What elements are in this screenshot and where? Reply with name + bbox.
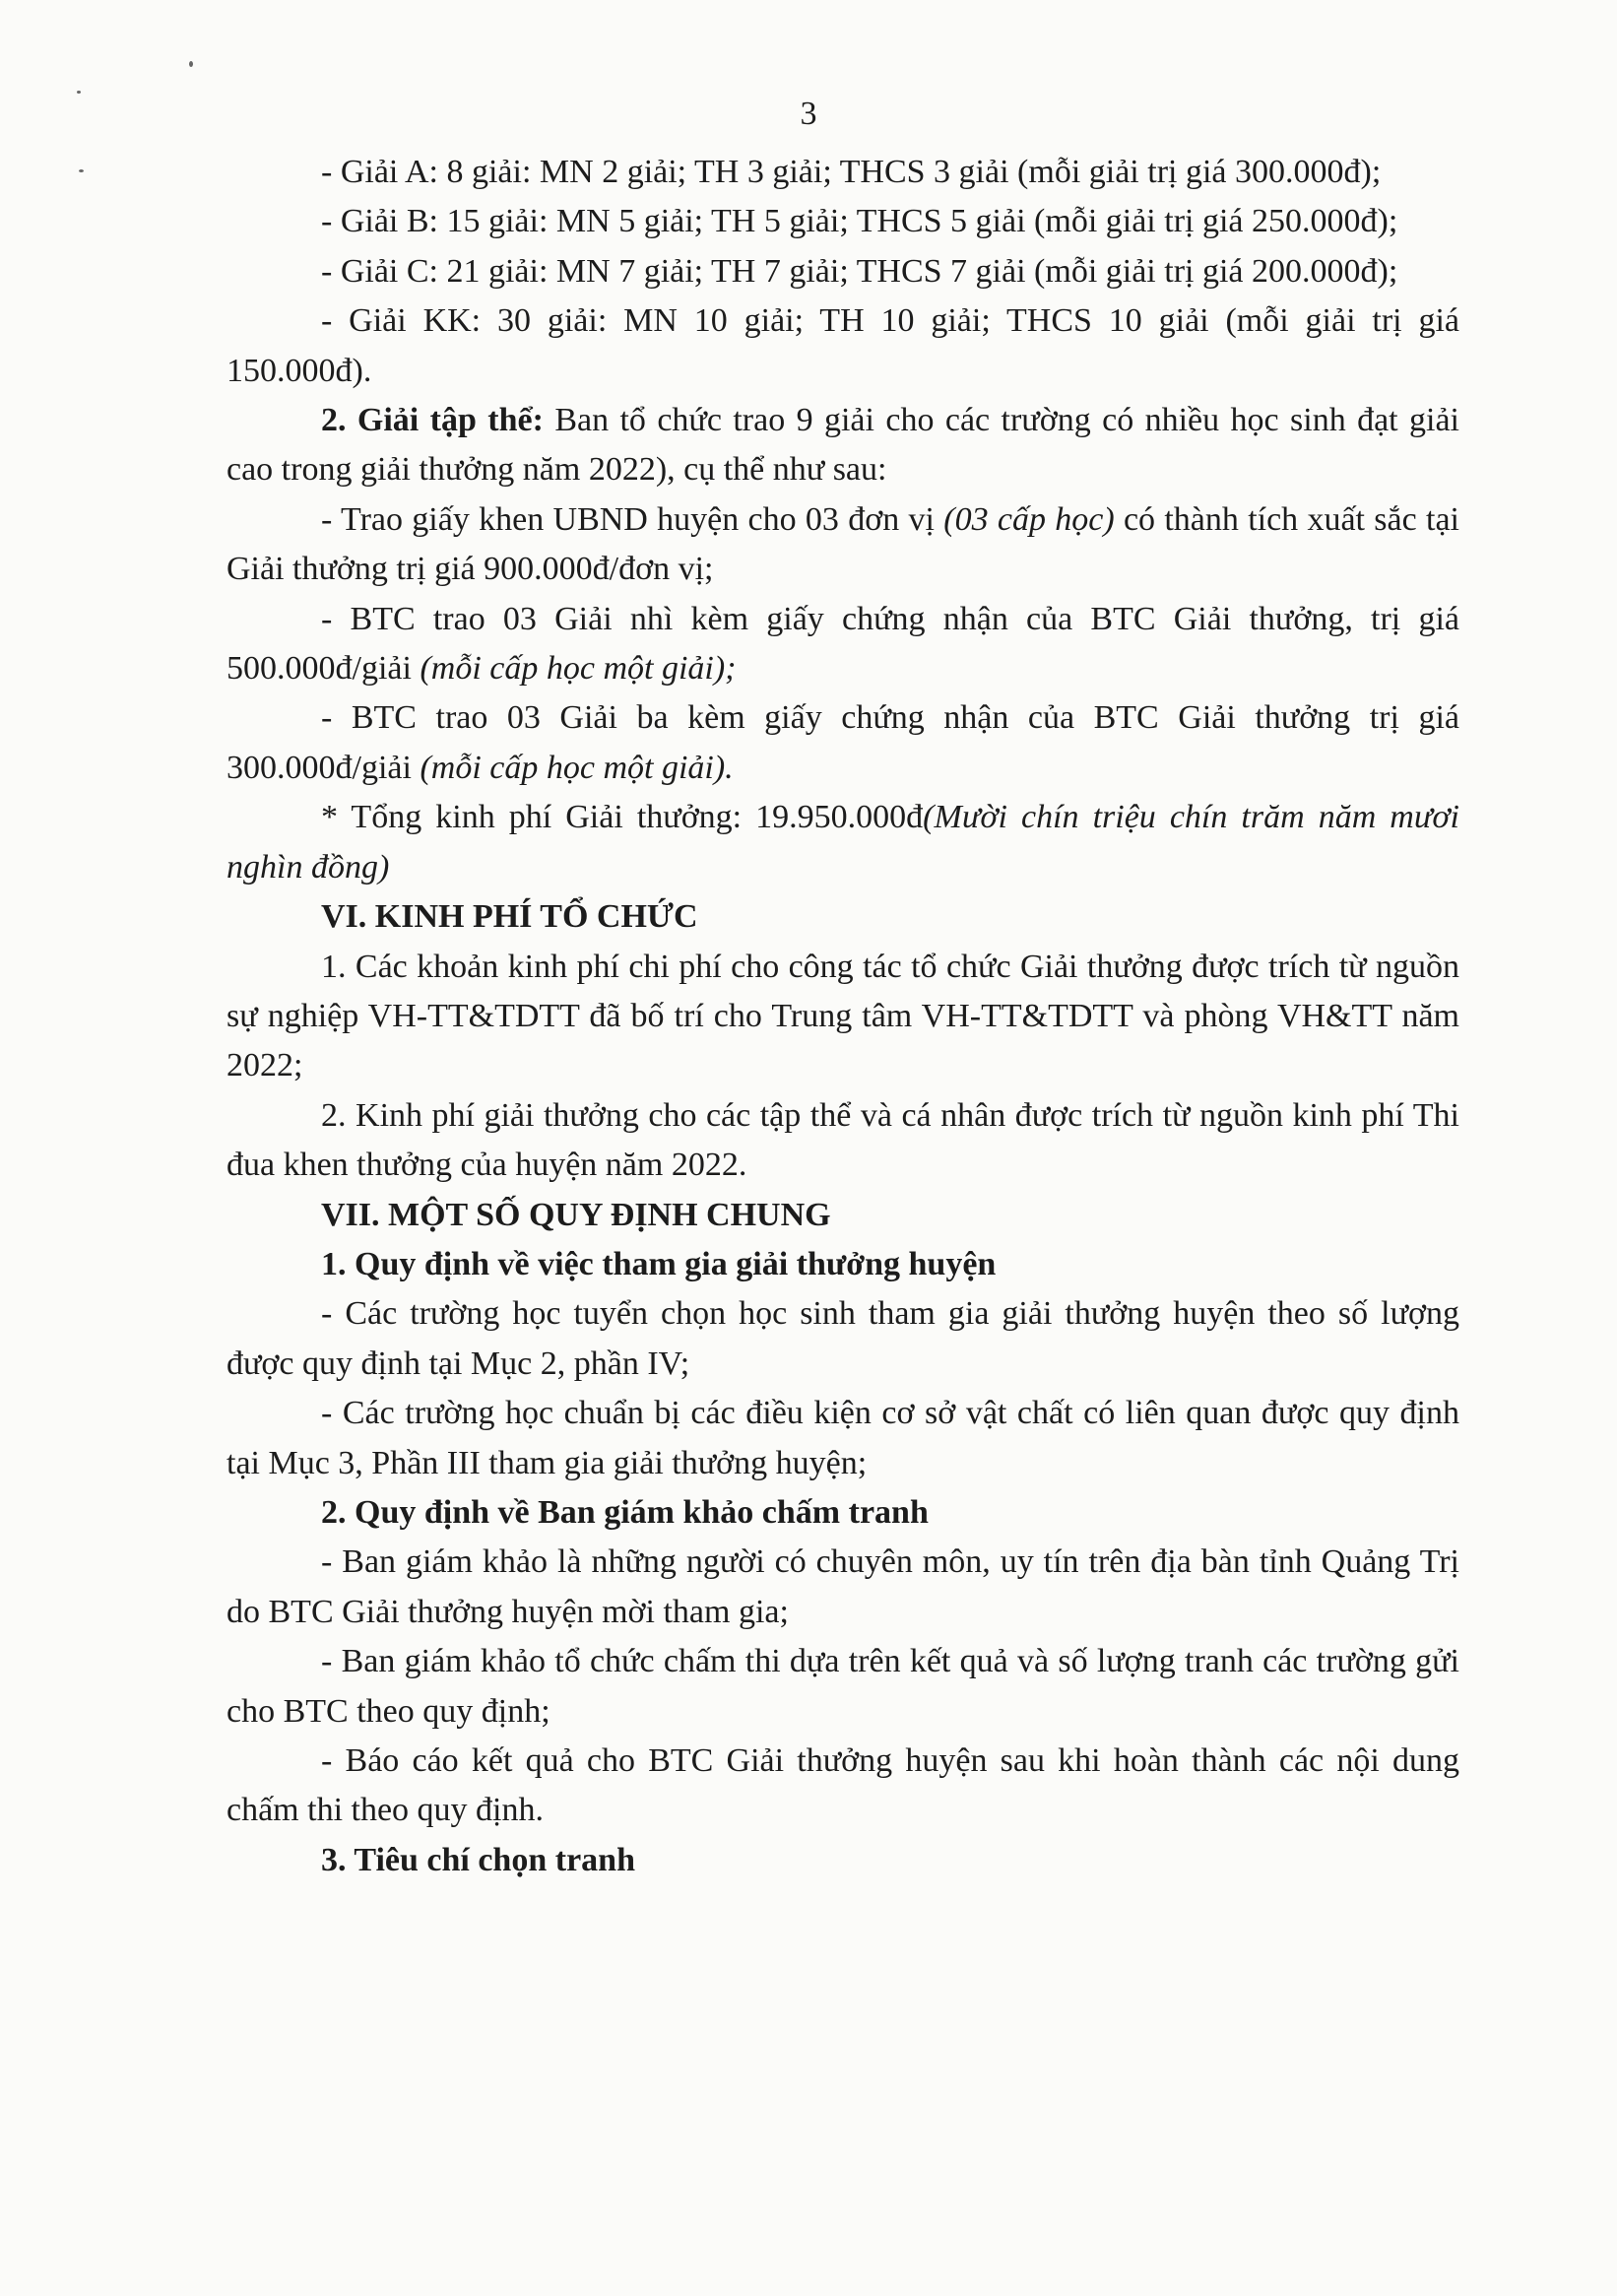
page-number: 3 (800, 96, 817, 132)
collective-item-2-text: - BTC trao 03 Giải nhì kèm giấy chứng nhận của BTC Giải thưởng, trị giá 500.000đ/giải (226, 600, 1459, 688)
scan-speck (189, 61, 193, 67)
sub1-item: - Các trường học tuyển chọn học sinh tham gia giải thưởng huyện theo số lượng được quy định tại Mục 2, phần IV; (226, 1295, 1459, 1382)
scan-speck (77, 91, 81, 94)
sub1-item: - Các trường học chuẩn bị các điều kiện cơ sở vật chất có liên quan được quy định tại Mục 3, Phần III tham gia giải thưởng huyện; (226, 1395, 1459, 1481)
prize-a: - Giải A: 8 giải: MN 2 giải; TH 3 giải; THCS 3 giải (mỗi giải trị giá 300.000đ); (321, 154, 1382, 190)
sub2-item: - Ban giám khảo là những người có chuyên môn, uy tín trên địa bàn tỉnh Quảng Trị do BTC Giải thưởng huyện mời tham gia; (226, 1543, 1459, 1630)
sub1-heading: 1. Quy định về việc tham gia giải thưởng huyện (321, 1245, 997, 1282)
collective-heading: 2. Giải tập thể: (321, 402, 544, 439)
prize-kk: - Giải KK: 30 giải: MN 10 giải; TH 10 giải; THCS 10 giải (mỗi giải trị giá 150.000đ). (226, 302, 1459, 389)
sub2-heading: 2. Quy định về Ban giám khảo chấm tranh (321, 1493, 929, 1531)
sub2-item: - Ban giám khảo tổ chức chấm thi dựa trên kết quả và số lượng tranh các trường gửi cho BTC theo quy định; (226, 1643, 1459, 1730)
collective-item-1-tail: có thành tích xuất sắc tại Giải thưởng trị giá 900.000đ/đơn vị; (226, 500, 1459, 588)
collective-item-3-note: (mỗi cấp học một giải). (420, 749, 734, 786)
total-budget-text: * Tổng kinh phí Giải thưởng: 19.950.000đ (321, 799, 924, 836)
scan-speck (79, 169, 84, 172)
collective-item-3-text: - BTC trao 03 Giải ba kèm giấy chứng nhận của BTC Giải thưởng trị giá 300.000đ/giải (226, 699, 1459, 786)
collective-paragraph (226, 396, 1459, 495)
collective-item-1-text: - Trao giấy khen UBND huyện cho 03 đơn vị (321, 500, 944, 538)
section-vi-p2: 2. Kinh phí giải thưởng cho các tập thể và cá nhân được trích từ nguồn kinh phí Thi đua khen thưởng của huyện năm 2022. (226, 1096, 1459, 1184)
collective-item-1 (226, 495, 1459, 595)
prize-c: - Giải C: 21 giải: MN 7 giải; TH 7 giải; THCS 7 giải (mỗi giải trị giá 200.000đ); (321, 252, 1398, 290)
section-vi-p1: 1. Các khoản kinh phí chi phí cho công tác tổ chức Giải thưởng được trích từ nguồn sự nghiệp VH-TT&TDTT đã bố trí cho Trung tâm VH-TT&TDTT và phòng VH&TT năm 2022; (226, 948, 1459, 1084)
sub3-heading: 3. Tiêu chí chọn tranh (321, 1841, 635, 1878)
collective-item-2 (226, 595, 1459, 694)
collective-item-3 (226, 693, 1459, 793)
collective-item-1-note: (03 cấp học) (943, 500, 1115, 538)
collective-text: Ban tổ chức trao 9 giải cho các trường có nhiều học sinh đạt giải cao trong giải thưởng năm 2022), cụ thể như sau: (226, 402, 1460, 489)
collective-item-2-note: (mỗi cấp học một giải); (420, 650, 737, 688)
document-body (226, 148, 1459, 1885)
prize-b: - Giải B: 15 giải: MN 5 giải; TH 5 giải; THCS 5 giải (mỗi giải trị giá 250.000đ); (321, 203, 1398, 240)
sub2-item: - Báo cáo kết quả cho BTC Giải thưởng huyện sau khi hoàn thành các nội dung chấm thi theo quy định. (226, 1742, 1459, 1829)
total-budget-words: (Mười chín triệu chín trăm năm mươi nghìn đồng) (226, 799, 1459, 886)
section-vi-heading: VI. KINH PHÍ TỔ CHỨC (321, 898, 698, 936)
total-budget (226, 793, 1459, 892)
section-vii-heading: VII. MỘT SỐ QUY ĐỊNH CHUNG (321, 1196, 831, 1233)
